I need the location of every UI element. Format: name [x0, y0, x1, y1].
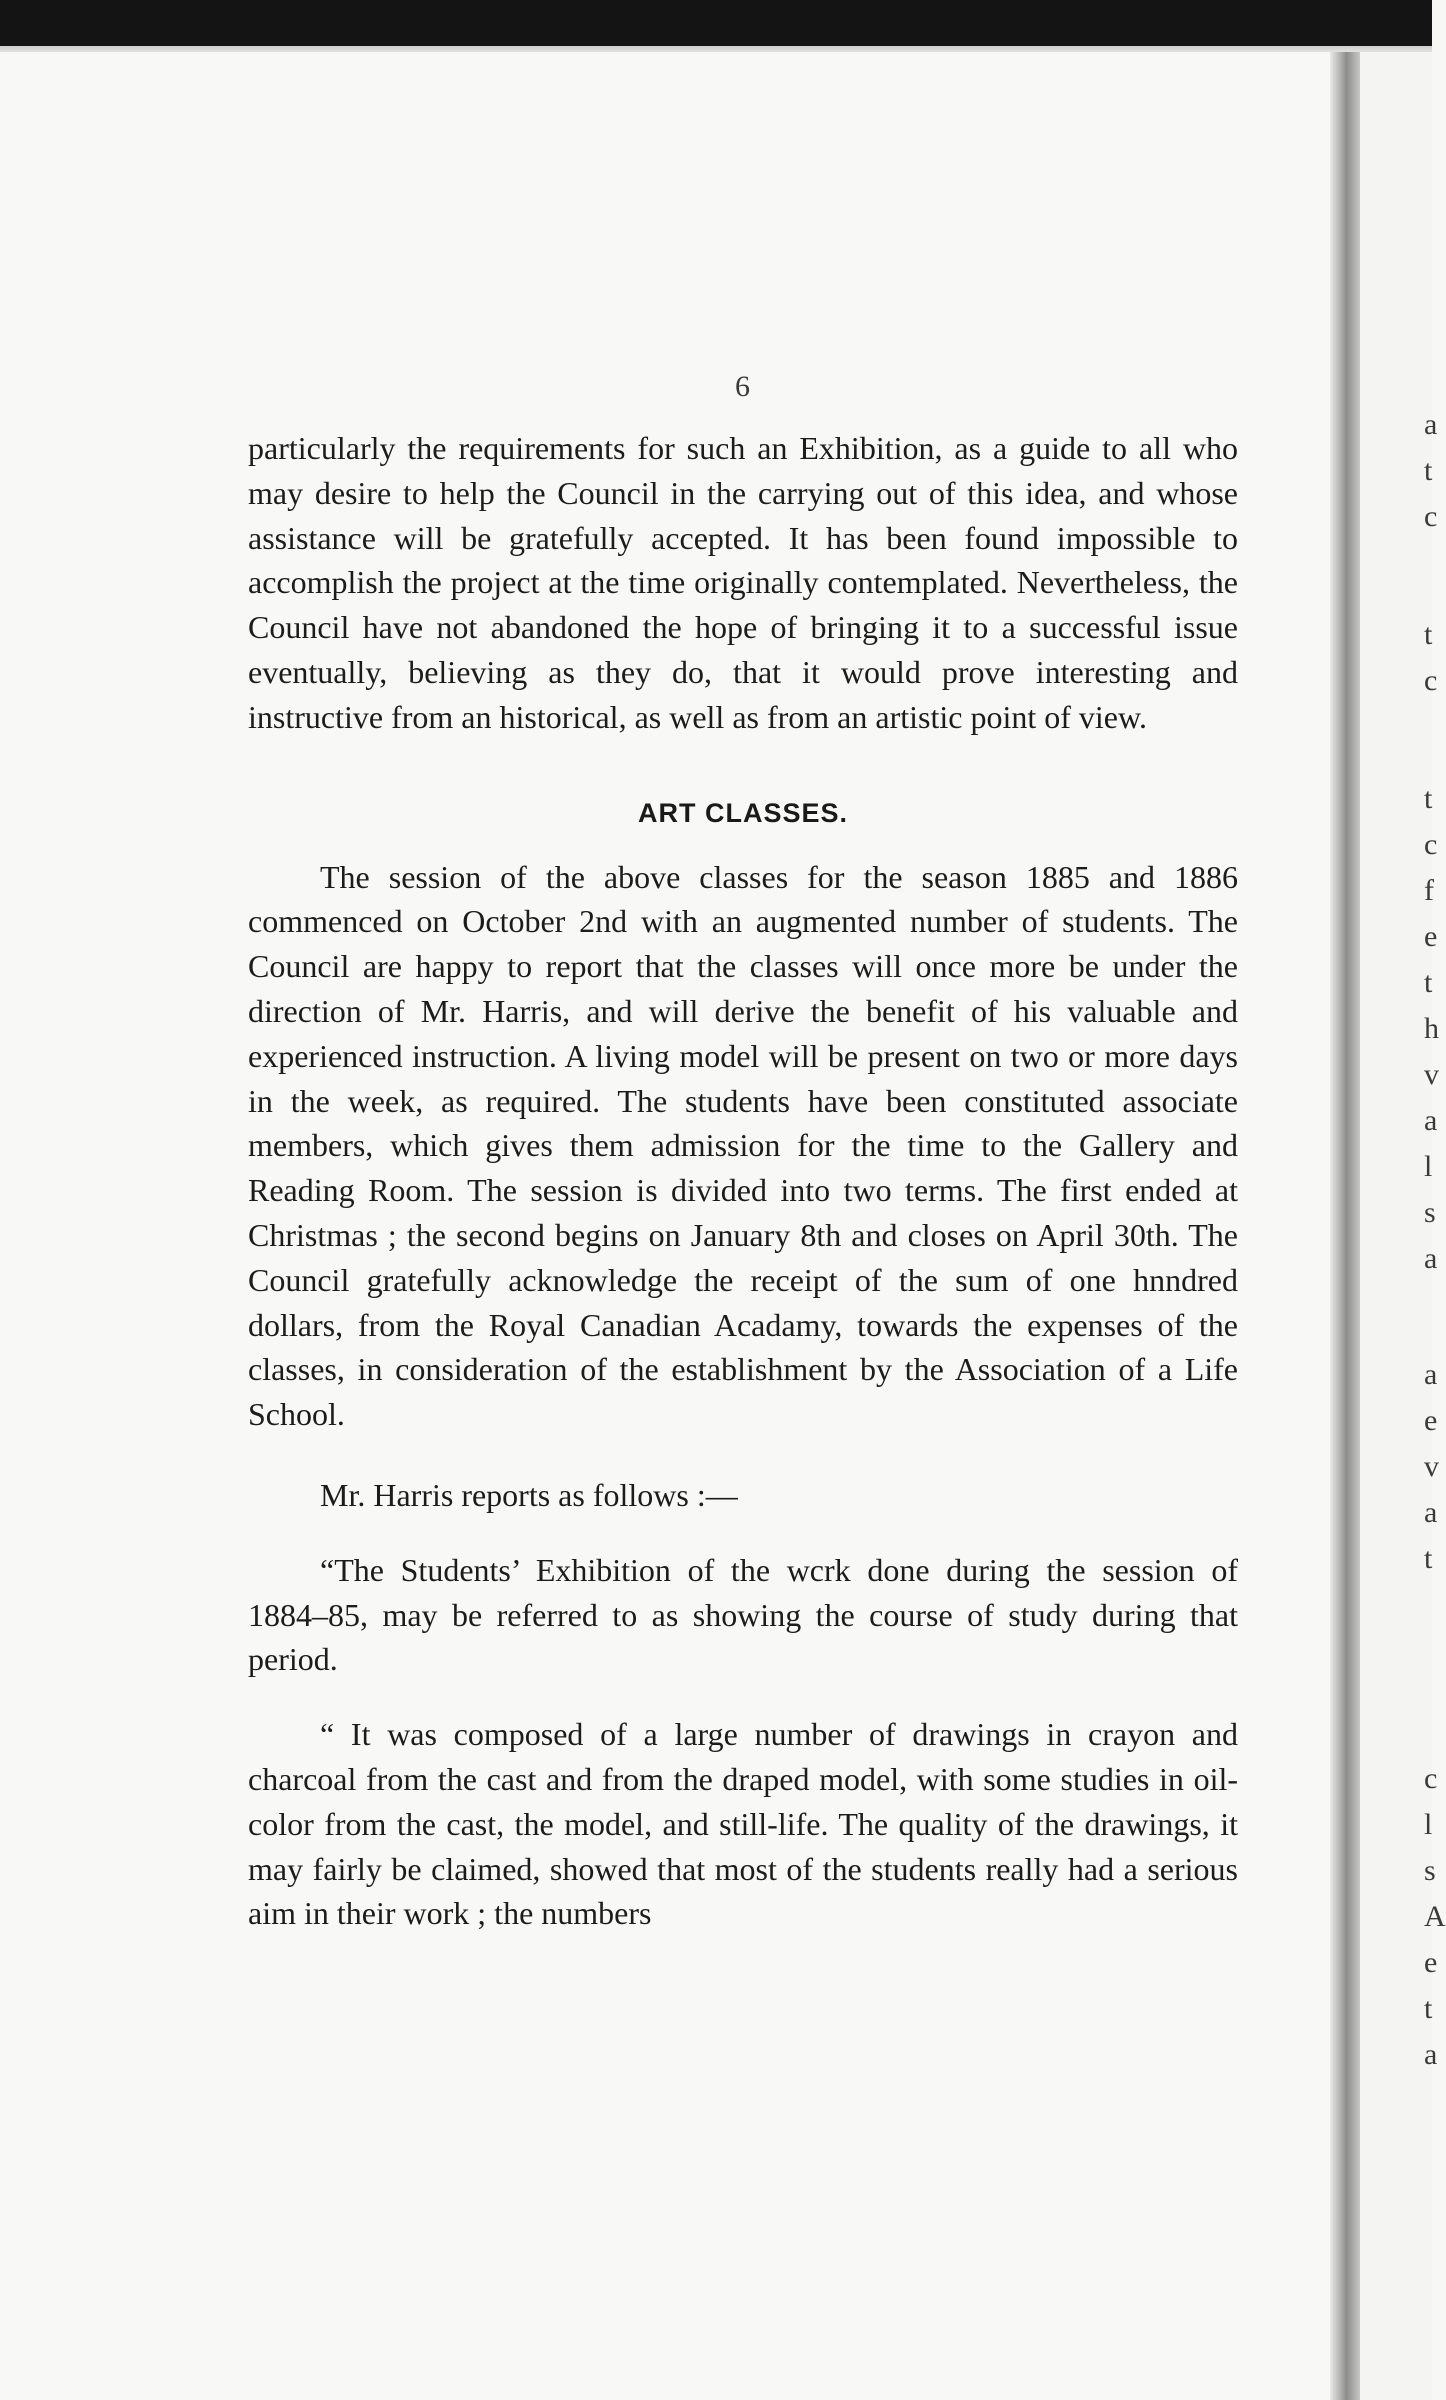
- edge-letter: t: [1424, 618, 1433, 651]
- paragraph-composition: “ It was composed of a large number of drawings in crayon and charcoal from the cast and from the draped model, with some studies in oil-color from the cast, the model, and still-life. The quality of the drawings, it may fairly be claimed, showed that most of the students really had a serious aim in their work ; the numbers: [248, 1716, 1238, 1932]
- edge-letter: v: [1424, 1450, 1439, 1483]
- page-number: 6: [735, 370, 751, 403]
- edge-letter: a: [1424, 1104, 1438, 1137]
- edge-letter: c: [1424, 1762, 1438, 1795]
- edge-letter: a: [1424, 408, 1438, 441]
- edge-letter: c: [1424, 500, 1438, 533]
- edge-letter: A: [1424, 1900, 1446, 1933]
- edge-letter: l: [1424, 1150, 1433, 1183]
- edge-letter: a: [1424, 1242, 1438, 1275]
- adjacent-page-edge: [1360, 52, 1446, 2400]
- page-gutter: [1330, 52, 1360, 2400]
- edge-letter: c: [1424, 828, 1438, 861]
- edge-letter: e: [1424, 1404, 1438, 1437]
- paragraph-session: The session of the above classes for the season 1885 and 1886 commenced on October 2nd with an augmented number of students. The Council are happy to report that the classes will once more be under the direction of Mr. Harris, and will derive the benefit of his valuable and experienced instruction. A living model will be present on two or more days in the week, as required. The students have been constituted associate members, which gives them admission for the time to the Gallery and Reading Room. The session is divided into two terms. The first ended at Christmas ; the second begins on January 8th and closes on April 30th. The Council gratefully acknowledge the receipt of the sum of one hnndred dollars, from the Royal Canadian Acadamy, towards the expenses of the classes, in consideration of the establishment by the Association of a Life School.: [248, 858, 1238, 1433]
- edge-letter: a: [1424, 2038, 1438, 2071]
- edge-letter: t: [1424, 966, 1433, 999]
- edge-letter: c: [1424, 664, 1438, 697]
- edge-letter: e: [1424, 920, 1438, 953]
- edge-letter: t: [1424, 1542, 1433, 1575]
- edge-letter: s: [1424, 1854, 1436, 1887]
- edge-letter: s: [1424, 1196, 1436, 1229]
- section-heading-art-classes: ART CLASSES.: [637, 797, 849, 828]
- edge-letter: a: [1424, 1496, 1438, 1529]
- edge-letter: f: [1424, 874, 1434, 907]
- paragraph-harris-reports: Mr. Harris reports as follows :—: [320, 1476, 738, 1513]
- edge-letter: h: [1424, 1012, 1439, 1045]
- edge-letter: l: [1424, 1808, 1433, 1841]
- paragraph-students-exhibition: “The Students’ Exhibition of the wcrk done during the session of 1884–85, may be referred to as showing the course of study during that period.: [248, 1551, 1238, 1678]
- edge-letter: e: [1424, 1946, 1438, 1979]
- edge-letter: v: [1424, 1058, 1439, 1091]
- book-page: [0, 52, 1330, 2400]
- edge-letter: t: [1424, 782, 1433, 815]
- paragraph-exhibition-continued: particularly the requirements for such an Exhibition, as a guide to all who may desire to help the Council in the carrying out of this idea, and whose assistance will be gratefully accepted. It has been found impossible to accomplish the project at the time originally contemplated. Nevertheless, the Council have not abandoned the hope of bringing it to a successful issue eventually, believing as they do, that it would prove interesting and instructive from an historical, as well as from an artistic point of view.: [248, 430, 1238, 735]
- page-text: [248, 370, 1238, 1936]
- edge-letter: a: [1424, 1358, 1438, 1391]
- edge-letter: t: [1424, 454, 1433, 487]
- edge-letter: t: [1424, 1992, 1433, 2025]
- scanner-top-border: [0, 0, 1432, 46]
